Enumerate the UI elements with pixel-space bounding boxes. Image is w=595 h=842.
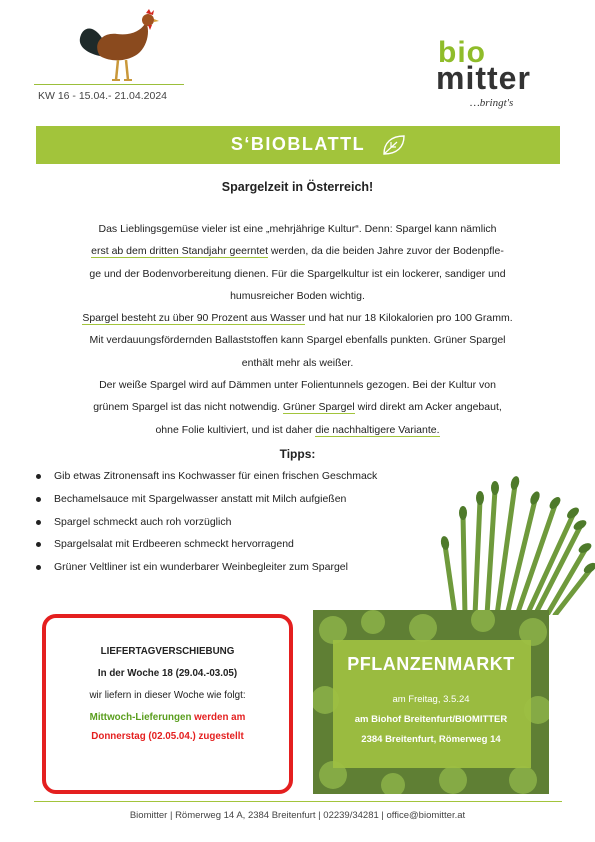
text-line: erst ab dem dritten Standjahr geerntet werden, da die beiden Jahre zuvor der Bodenpfle- [91,245,504,258]
text-line: grünem Spargel ist das nicht notwendig. Grüner Spargel wird direkt am Acker angebaut, [93,401,502,414]
highlight: Grüner Spargel [282,401,355,414]
market-date: am Freitag, 3.5.24 [392,694,470,705]
highlight: Spargel besteht zu über 90 Prozent aus Wasser [82,312,306,325]
asparagus-illustration [435,455,595,615]
highlight: die nachhaltigere Variante. [315,423,440,436]
article-title: Spargelzeit in Österreich! [221,180,374,194]
text-line: Das Lieblingsgemüse vieler ist eine „mehrjährige Kultur“. Denn: Spargel kann nämlich [98,223,497,235]
article-body [30,218,565,441]
market-title: PFLANZENMARKT [347,654,515,674]
calendar-week: KW 16 - 15.04.- 21.04.2024 [38,90,167,102]
notice-red: werden am [191,712,246,723]
footer-divider [34,801,562,802]
notice-date: Donnerstag (02.05.04.) zugestellt [91,731,244,742]
notice-line: wir liefern in dieser Woche wie folgt: [89,690,246,701]
leaf-icon [381,133,407,157]
highlight: erst ab dem dritten Standjahr geerntet [91,245,269,258]
logo-tagline: …bringt's [470,97,514,109]
text-line: Spargel besteht zu über 90 Prozent aus Wasser und hat nur 18 Kilokalorien pro 100 Gramm. [82,312,513,325]
list-item: Grüner Veltliner ist ein wunderbarer Weinbegleiter zum Spargel [34,561,377,584]
list-item: Spargelsalat mit Erdbeeren schmeckt hervorragend [34,538,377,561]
biomitter-logo [432,36,562,116]
market-address: 2384 Breitenfurt, Römerweg 14 [361,734,501,745]
notice-week: In der Woche 18 (29.04.-03.05) [97,668,238,679]
list-item: Spargel schmeckt auch roh vorzüglich [34,516,377,539]
title-banner [36,126,560,164]
logo-mitter: mitter [436,60,531,96]
delivery-notice [42,614,293,794]
footer-contact: Biomitter | Römerweg 14 A, 2384 Breitenfurt | 02239/34281 | office@biomitter.at [129,810,466,821]
tips-title: Tipps: [279,447,316,461]
market-place: am Biohof Breitenfurt/BIOMITTER [354,714,508,725]
plant-market-box [313,610,549,794]
text-line: Der weiße Spargel wird auf Dämmen unter Folientunnels gezogen. Bei der Kultur von [99,379,496,392]
notice-change [46,712,289,723]
banner-title: S‘BIOBLATTL [230,134,366,154]
notice-green: Mittwoch-Lieferungen [89,712,192,723]
text-line: enthält mehr als weißer. [241,356,354,369]
text-line: humusreicher Boden wichtig. [230,289,365,302]
logo-bio: bio [438,36,486,69]
rooster-illustration [72,8,168,84]
header-divider [34,84,184,85]
list-item: Bechamelsauce mit Spargelwasser anstatt mit Milch aufgießen [34,493,377,516]
notice-title: LIEFERTAGVERSCHIEBUNG [100,646,235,657]
text-line: ohne Folie kultiviert, und ist daher die nachhaltigere Variante. [155,423,440,436]
list-item: Gib etwas Zitronensaft ins Kochwasser für einen frischen Geschmack [34,470,377,493]
text-line: ge und der Bodenvorbereitung dienen. Für die Spargelkultur ist ein lockerer, sandiger und [89,267,506,280]
tips-list [34,470,377,584]
text-line: Mit verdauungsfördernden Ballaststoffen kann Spargel ebenfalls punkten. Grüner Spargel [89,334,506,347]
